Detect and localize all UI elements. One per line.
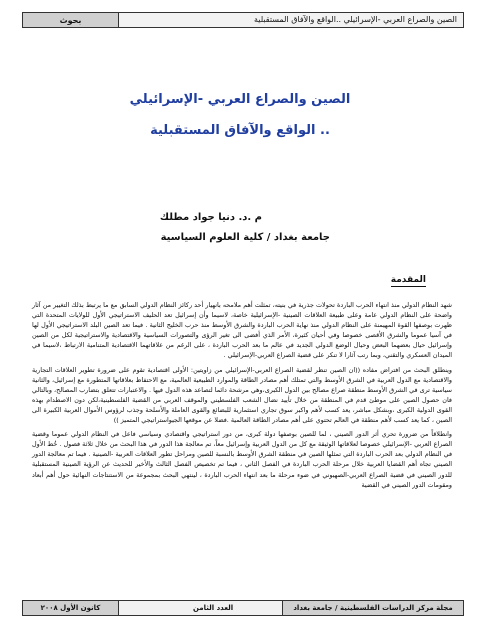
section-label: بحوث: [23, 13, 119, 27]
running-header: [22, 12, 464, 28]
article-subtitle: .. الواقع والآفاق المستقبلية: [150, 123, 330, 138]
issue-date: كانون الأول ٢٠٠٨: [23, 601, 119, 615]
section-heading: [391, 275, 426, 285]
running-footer: [22, 600, 464, 616]
article-title: الصين والصراع العربي -الإسرائيلي: [129, 92, 351, 107]
author-affiliation: جامعة بغداد / كلية العلوم السياسية: [160, 232, 330, 243]
article-body: [32, 300, 452, 494]
paragraph: شهد النظام الدولي منذ انتهاء الحرب الباردة تحولات جذرية في بنيته، تمثلت أهم ملامحه بانهيار أحد ركائز النظام الدولي السابق مع ما يرتبط بذلك التغيير من آثار واضحة على النظام الدولي عامة وعلى طبيعة العلاقات الصينية -الإسرائيلية خاصة، لاسيما وأن إسرائيل تعد الحليف الاستراتيجي الأول للولايات المتحدة التي ظهرت بوصفها القوة المهيمنة على النظام الدولي منذ نهاية الحرب الباردة والشرق الأوسط منذ حرب الخليج الثانية . فيما تعد الصين البلد الاستراتيجي الأول لها في آسيا عموما والشرق الأقصى خصوصا وفي أحيان كثيرة، الأمر الذي أفضى الى تغير الرؤى والتصورات السياسية والاقتصادية والاستراتيجية لكل من الصين وإسرائيل حيال بعضهما البعض وحيال الوضع الدولي الجديد في عالم ما بعد الحرب الباردة ، على الرغم من علاقاتهما الاقتصادية المتنامية الارتباط ،لاسيما في الميدان العسكري والتقني، وبما رتب آثارا لا تنكر على قضية الصراع العربي-الإسرائيلي .: [32, 301, 452, 360]
running-title: الصين والصراع العربي -الإسرائيلي ..الواقع والآفاق المستقبلية: [254, 15, 457, 24]
author-name: م .د. دنيا جواد مطلك: [159, 212, 262, 223]
issue-number: العدد الثامن: [193, 604, 234, 612]
section-heading-text: المقدمة: [390, 275, 426, 285]
paragraph: وينطلق البحث من افتراض مفاده ((ان الصين تنظر لقضية الصراع العربي-الإسرائيلي من زاويتين: الأولى اقتصادية تقوم على ضرورة تطوير العلاقات التجارية والاقتصادية مع الدول العربية في الشرق الأوسط والتي تمتلك أهم مصادر الطاقة والموارد الطبيعية العالمية، مع الاحتفاظ بعلاقاتها المتطورة مع إسرائيل، والثانية سياسية ترى في الشرق الأوسط منطقة صراع مصالح بين الدول الكبرى،وهي مرشحة دائما لتصاعد هذه الدول فيها . والاعتبارات تتعلق بتضارب المصالح، وبالتالي فان حصول الصين على موطئ قدم في المنطقة من خلال تأييد نضال الشعب الفلسطيني والموقف العربي من القضية الفلسطينية،لكن دون الاصطدام بهذه القوى الدولية الكبرى ،وبشكل مباشر، يعد كسب لأهم واكبر سوق تجاري استثمارية للبضائع والقوى العاملة والأسلحة وجذب لرؤوس الأموال العربية الكبيرة الى الصين ، كما يعد كسب لأهم منطقة في العالم تحتوي على أهم مصادر الطاقة العالمية .فضلا عن موقعها الجيواستراتيجي المتميز )): [32, 365, 452, 425]
journal-name: مجلة مركز الدراسات الفلسطينية / جامعة بغداد: [282, 601, 463, 615]
paragraph: وانطلاقاً من ضرورة تحري أثر الدور الصيني ، لما للصين بوصفها دولة كبرى، من دور استراتيجي واقتصادي وسياسي فاعل في النظام الدولي عموما وقضية الصراع العربي -الإسرائيلي خصوصا لعلاقاتها الوثيقة مع كل من الدول العربية وإسرائيل معاً، تم معالجة هذا الدور في هذا البحث من خلال ثلاثة فصول . خُط الأول في النظام الدولي بعد الحرب الباردة التي تمثلها الصين في منطقة الشرق الأوسط بالنسبة للصين ومراحل تطور العلاقات العربية -الصينية . فيما تم معالجة الدور الصيني تجاه أهم القضايا العربية خلال مرحلة الحرب الباردة في الفصل الثاني ، فيما تم تخصيص الفصل الثالث والأخير للحديث عن الرؤية الصينية المستقبلية للدور الصيني في قضية الصراع العربي-الصهيوني في ضوء مرحلة ما بعد انتهاء الحرب الباردة ، لينتهي البحث بمجموعة من الاستنتاجات النهائية حول أهم أبعاد ومقومات الدور الصيني في القضية: [32, 430, 452, 489]
